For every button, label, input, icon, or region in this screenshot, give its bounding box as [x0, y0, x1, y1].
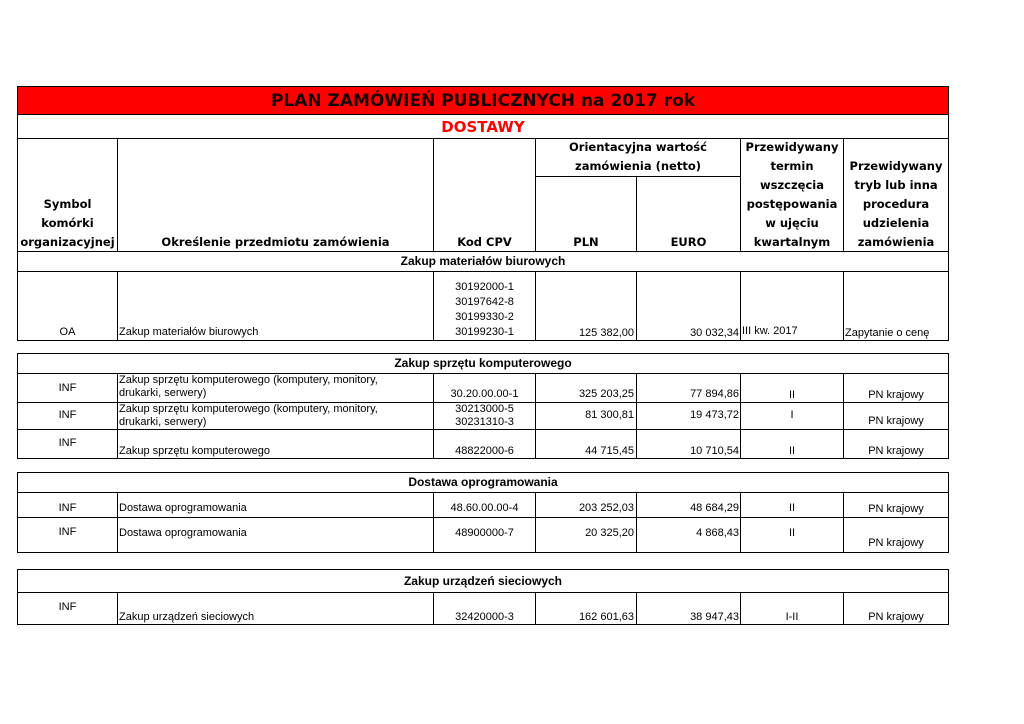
row-cpv: 48900000-7 [455, 527, 514, 539]
header-term-line: kwartalnym [753, 235, 831, 249]
row-cpv: 30.20.00.00-1 [450, 388, 519, 400]
cpv-code: 30231310-3 [455, 416, 514, 428]
header-symbol [18, 195, 117, 252]
row-term: I [790, 409, 794, 421]
cpv-code: 30192000-1 [455, 281, 514, 293]
header-mode [844, 157, 948, 252]
row-cpv [434, 403, 535, 429]
subtitle-text: DOSTAWY [441, 117, 525, 136]
row-term: III kw. 2017 [742, 325, 798, 337]
row-mode: PN krajowy [868, 537, 924, 549]
row-pln: 20 325,20 [585, 527, 634, 539]
row-term: I-II [785, 611, 799, 623]
header-term-line: termin [770, 159, 814, 173]
row-mode: PN krajowy [868, 415, 924, 427]
row-subject: Zakup urządzeń sieciowych [119, 611, 255, 623]
row-symbol: INF [58, 601, 77, 613]
row-pln: 203 252,03 [578, 502, 634, 514]
row-term: II [788, 389, 796, 401]
cpv-code: 30199330-2 [455, 311, 514, 323]
section-title: Dostawa oprogramowania [408, 475, 558, 489]
header-subject: Określenie przedmiotu zamówienia [161, 235, 390, 249]
row-euro: 48 684,29 [690, 502, 739, 514]
header-symbol-line: Symbol [43, 197, 92, 211]
row-symbol: INF [58, 502, 77, 514]
header-value-line: zamówienia (netto) [575, 159, 701, 173]
row-euro: 30 032,34 [690, 327, 739, 339]
cpv-code: 30199230-1 [455, 326, 514, 338]
row-cpv: 48.60.00.00-4 [450, 502, 519, 514]
header-mode-line: Przewidywany [849, 159, 943, 173]
subject-line: drukarki, serwery) [119, 416, 207, 428]
row-subject: Dostawa oprogramowania [119, 502, 247, 514]
header-term-line: wszczęcia [760, 178, 824, 192]
row-euro: 77 894,86 [690, 388, 739, 400]
section-title: Zakup urządzeń sieciowych [403, 574, 563, 588]
subject-line: drukarki, serwery) [119, 387, 207, 399]
header-mode-line: zamówienia [857, 235, 935, 249]
row-subject: Dostawa oprogramowania [119, 527, 247, 539]
row-subject: Zakup sprzętu komputerowego [119, 445, 271, 457]
header-term-line: w ujęciu [765, 216, 819, 230]
row-symbol: INF [58, 526, 77, 538]
document-title [17, 86, 949, 115]
section-title: Zakup sprzętu komputerowego [394, 356, 572, 370]
row-mode: PN krajowy [868, 611, 924, 623]
row-cpv [434, 280, 535, 340]
row-subject: Zakup materiałów biurowych [119, 326, 259, 338]
section-title: Zakup materiałów biurowych [400, 254, 566, 268]
row-pln: 125 382,00 [578, 327, 634, 339]
header-mode-line: tryb lub inna [854, 178, 938, 192]
cpv-code: 30213000-5 [455, 403, 514, 415]
row-euro: 10 710,54 [690, 445, 739, 457]
document-subtitle [17, 115, 949, 138]
row-term: II [788, 445, 796, 457]
header-term-line: Przewidywany [745, 140, 839, 154]
subject-line: Zakup sprzętu komputerowego (komputery, monitory, [119, 374, 378, 386]
cpv-code: 30197642-8 [455, 296, 514, 308]
header-value-line: Orientacyjna wartość [569, 140, 707, 154]
header-pln: PLN [573, 235, 599, 249]
header-value-group [536, 138, 740, 176]
header-symbol-line: organizacyjnej [20, 235, 115, 249]
row-term: II [788, 527, 796, 539]
row-symbol: INF [58, 437, 77, 449]
header-term [741, 138, 843, 252]
row-mode: Zapytanie o cenę [845, 327, 930, 339]
header-term-line: postępowania [746, 197, 838, 211]
header-euro: EURO [670, 235, 707, 249]
header-mode-line: procedura [862, 197, 930, 211]
row-pln: 162 601,63 [578, 611, 634, 623]
row-term: II [788, 502, 796, 514]
row-mode: PN krajowy [868, 389, 924, 401]
row-pln: 325 203,25 [578, 388, 634, 400]
row-mode: PN krajowy [868, 445, 924, 457]
header-cpv: Kod CPV [457, 235, 512, 249]
header-mode-line: udzielenia [862, 216, 930, 230]
row-mode: PN krajowy [868, 503, 924, 515]
row-cpv: 48822000-6 [455, 445, 514, 457]
row-euro: 19 473,72 [690, 409, 739, 421]
title-text: PLAN ZAMÓWIEŃ PUBLICZNYCH na 2017 rok [270, 90, 696, 111]
row-symbol: INF [58, 409, 77, 421]
row-euro: 38 947,43 [690, 611, 739, 623]
row-subject [119, 403, 378, 429]
row-pln: 44 715,45 [585, 445, 634, 457]
subject-line: Zakup sprzętu komputerowego (komputery, monitory, [119, 403, 378, 415]
row-symbol: INF [58, 382, 77, 394]
row-symbol: OA [59, 326, 76, 338]
row-cpv: 32420000-3 [455, 611, 514, 623]
row-pln: 81 300,81 [585, 409, 634, 421]
row-subject [119, 374, 378, 400]
row-euro: 4 868,43 [696, 527, 739, 539]
header-symbol-line: komórki [41, 216, 94, 230]
